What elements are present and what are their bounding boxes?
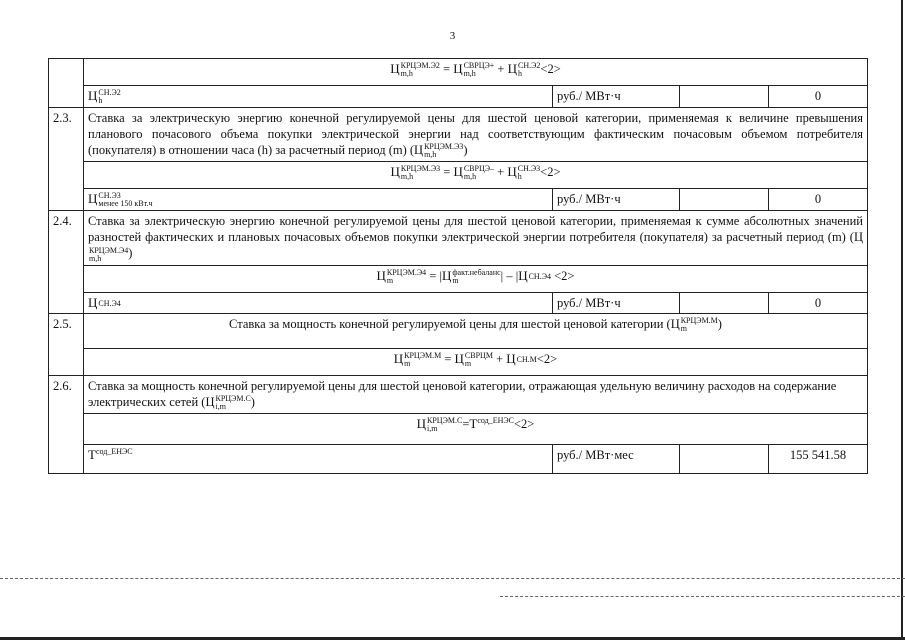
value-cell: 0 <box>769 292 868 313</box>
description-cell: Ставка за электрическую энергию конечной регулируемой цены для шестой ценовой категории, применяемая к сумме абсолютных значений разностей фактических и плановых почасовых объемов покупки электрической энергии потребителя (покупателя) за расчетный период (m) (Ц КРЦЭМ.Э4 m,h ) <box>84 211 868 265</box>
table-row <box>49 108 868 162</box>
parameter-cell: $Т^{сод\_ЕНЭС}$ <box>84 444 553 473</box>
row-number: 2.4. <box>49 211 84 313</box>
unit-cell: руб./ МВт·ч <box>553 86 680 108</box>
row-number: 2.6. <box>49 375 84 473</box>
table-row <box>49 189 868 211</box>
blank-cell <box>680 189 769 211</box>
table-row <box>49 59 868 86</box>
dashed-cut-line-2 <box>500 596 905 597</box>
unit-cell: руб./ МВт·мес <box>553 444 680 473</box>
parameter-cell: Ц СН.Э4 <box>84 292 553 313</box>
description-cell: Ставка за мощность конечной регулируемой цены для шестой ценовой категории, отражающая удельную величину расходов на содержание электрических сетей (Ц КРЦЭМ.С i,m ) <box>84 375 868 413</box>
parameter-cell: Ц СН.Э2 h <box>84 86 553 108</box>
blank-cell <box>680 86 769 108</box>
table-row <box>49 265 868 292</box>
unit-cell: руб./ МВт·ч <box>553 292 680 313</box>
row-number: 2.5. <box>49 313 84 375</box>
description-cell: Ставка за мощность конечной регулируемой цены для шестой ценовой категории (Ц КРЦЭМ.М m ) <box>84 313 868 348</box>
table-row <box>49 211 868 265</box>
formula-cell: Ц КРЦЭМ.Э3 m,h = Ц СВРЦЭ– m,h + Ц СН.Э3 h <2> <box>84 162 868 189</box>
table-row <box>49 348 868 375</box>
table-row <box>49 375 868 413</box>
formula-cell: Ц КРЦЭМ.Э2 m,h = Ц СВРЦЭ+ m,h + Ц СН.Э2 h <2> <box>84 59 868 86</box>
blank-cell <box>680 444 769 473</box>
value-cell: 0 <box>769 86 868 108</box>
table-row <box>49 292 868 313</box>
scan-edge-right <box>901 0 903 640</box>
row-number-cell <box>49 59 84 108</box>
blank-cell <box>680 292 769 313</box>
formula-cell: Ц КРЦЭМ.М m = Ц СВРЦМ m + Ц СН.М <2> <box>84 348 868 375</box>
tariff-table <box>48 58 868 474</box>
table-row <box>49 444 868 473</box>
formula-cell: Ц КРЦЭМ.Э4 m = |Ц факт.небаланс m | – |Ц СН.Э4 <2> <box>84 265 868 292</box>
table-row <box>49 413 868 444</box>
unit-cell: руб./ МВт·ч <box>553 189 680 211</box>
table-row <box>49 86 868 108</box>
value-cell: 155 541.58 <box>769 444 868 473</box>
value-cell: 0 <box>769 189 868 211</box>
parameter-cell: Ц СН.Э3 менее 150 кВт.ч <box>84 189 553 211</box>
description-cell: Ставка за электрическую энергию конечной регулируемой цены для шестой ценовой категории, применяемая к величине превышения планового почасового объема покупки электрической энергии над соответствующим фактическим почасовым объемом потребителя (покупателя) в отношении часа (h) за расчетный период (m) (Ц КРЦЭМ.Э3 m,h ) <box>84 108 868 162</box>
row-number: 2.3. <box>49 108 84 211</box>
dashed-cut-line <box>0 578 905 579</box>
page-number: 3 <box>449 30 456 42</box>
formula-cell: Ц КРЦЭМ.С i,m $=Т^{сод\_ЕНЭС}<2>$ <box>84 413 868 444</box>
table-row <box>49 162 868 189</box>
table-row <box>49 313 868 348</box>
